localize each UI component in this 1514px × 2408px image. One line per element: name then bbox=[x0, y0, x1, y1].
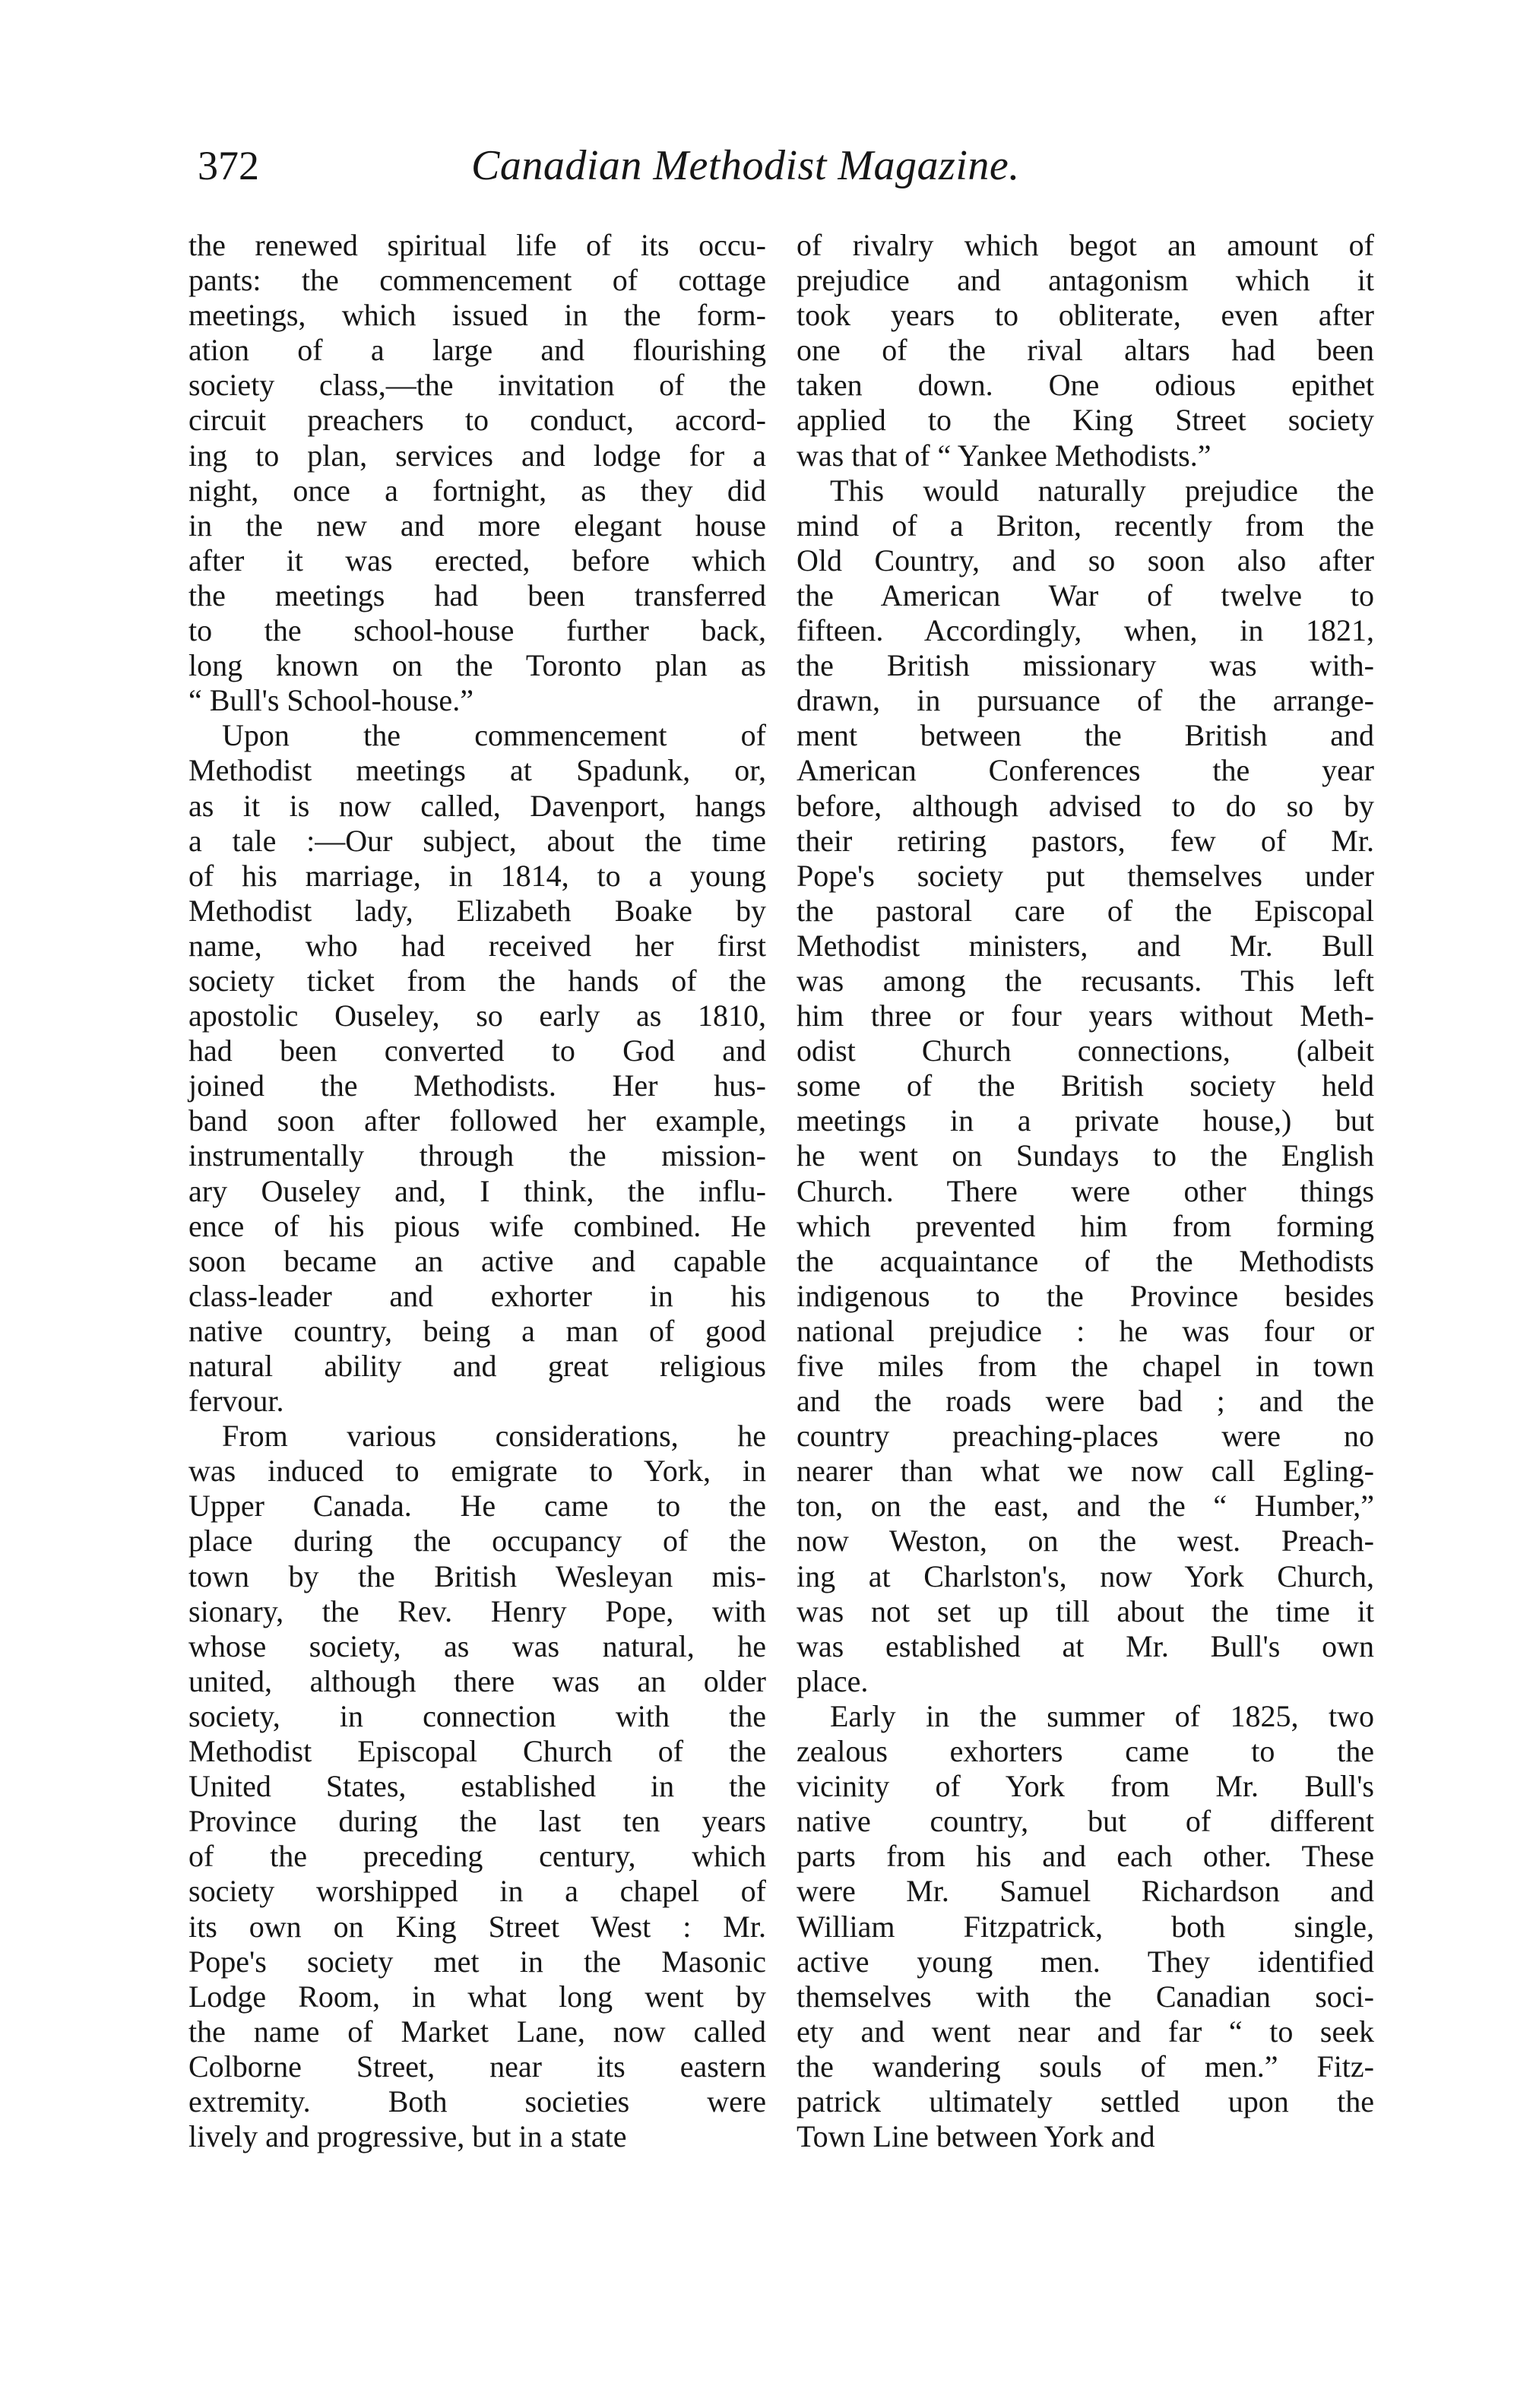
text-line: the British missionary was with- bbox=[797, 648, 1374, 683]
text-line: themselves with the Canadian soci- bbox=[797, 1979, 1374, 2014]
page-header bbox=[198, 135, 1110, 196]
text-line: American Conferences the year bbox=[797, 753, 1374, 788]
text-line: active young men. They identified bbox=[797, 1944, 1374, 1979]
text-line: United States, established in the bbox=[188, 1769, 766, 1804]
text-line: now Weston, on the west. Preach- bbox=[797, 1524, 1374, 1558]
paragraph bbox=[797, 228, 1374, 473]
text-line: five miles from the chapel in town bbox=[797, 1349, 1374, 1383]
text-line: he went on Sundays to the English bbox=[797, 1138, 1374, 1173]
text-line: natural ability and great religious bbox=[188, 1349, 766, 1383]
text-line: a tale :—Our subject, about the time bbox=[188, 823, 766, 858]
paragraph bbox=[797, 473, 1374, 1699]
text-line: Methodist meetings at Spadunk, or, bbox=[188, 753, 766, 788]
text-line: was among the recusants. This left bbox=[797, 963, 1374, 998]
text-line: ation of a large and flourishing bbox=[188, 333, 766, 368]
text-line: mind of a Briton, recently from the bbox=[797, 508, 1374, 543]
text-line: soon became an active and capable bbox=[188, 1243, 766, 1278]
text-line: him three or four years without Meth- bbox=[797, 998, 1374, 1033]
text-line: national prejudice : he was four or bbox=[797, 1313, 1374, 1348]
text-line: the wandering souls of men.” Fitz- bbox=[797, 2049, 1374, 2084]
text-line: Methodist lady, Elizabeth Boake by bbox=[188, 893, 766, 928]
text-line: their retiring pastors, few of Mr. bbox=[797, 823, 1374, 858]
text-line: had been converted to God and bbox=[188, 1033, 766, 1068]
text-line: odist Church connections, (albeit bbox=[797, 1033, 1374, 1068]
text-line: From various considerations, he bbox=[222, 1419, 766, 1454]
text-line: indigenous to the Province besides bbox=[797, 1278, 1374, 1313]
text-line: took years to obliterate, even after bbox=[797, 298, 1374, 333]
text-line: ing at Charlston's, now York Church, bbox=[797, 1558, 1374, 1593]
text-line: the American War of twelve to bbox=[797, 577, 1374, 612]
text-line: Early in the summer of 1825, two bbox=[830, 1698, 1374, 1733]
text-line: extremity. Both societies were bbox=[188, 2084, 766, 2118]
text-line: whose society, as was natural, he bbox=[188, 1628, 766, 1663]
text-line: fifteen. Accordingly, when, in 1821, bbox=[797, 613, 1374, 648]
text-line: taken down. One odious epithet bbox=[797, 368, 1374, 403]
page-number: 372 bbox=[198, 143, 259, 188]
text-line: to the school-house further back, bbox=[188, 613, 766, 648]
text-line: parts from his and each other. These bbox=[797, 1839, 1374, 1874]
text-line: ety and went near and far “ to seek bbox=[797, 2014, 1374, 2049]
text-line: meetings in a private house,) but bbox=[797, 1103, 1374, 1138]
text-line: Town Line between York and bbox=[797, 2119, 1155, 2154]
text-line: place during the occupancy of the bbox=[188, 1524, 766, 1558]
text-line: before, although advised to do so by bbox=[797, 788, 1374, 823]
text-line: This would naturally prejudice the bbox=[830, 473, 1374, 508]
text-line: drawn, in pursuance of the arrange- bbox=[797, 683, 1374, 718]
text-line: “ Bull's School-house.” bbox=[188, 683, 474, 718]
text-line: was induced to emigrate to York, in bbox=[188, 1454, 766, 1489]
text-line: Methodist Episcopal Church of the bbox=[188, 1734, 766, 1769]
text-line: meetings, which issued in the form- bbox=[188, 298, 766, 333]
left-text-column bbox=[188, 228, 766, 2154]
paragraph bbox=[188, 228, 766, 718]
text-line: Pope's society put themselves under bbox=[797, 858, 1374, 893]
text-line: society, in connection with the bbox=[188, 1698, 766, 1733]
text-line: the renewed spiritual life of its occu- bbox=[188, 228, 766, 262]
text-line: Upon the commencement of bbox=[222, 718, 766, 753]
text-line: native country, but of different bbox=[797, 1804, 1374, 1839]
text-line: place. bbox=[797, 1663, 869, 1698]
text-line: was that of “ Yankee Methodists.” bbox=[797, 438, 1212, 473]
text-line: of rivalry which begot an amount of bbox=[797, 228, 1374, 262]
text-line: Upper Canada. He came to the bbox=[188, 1489, 766, 1524]
text-line: applied to the King Street society bbox=[797, 403, 1374, 438]
text-line: Pope's society met in the Masonic bbox=[188, 1944, 766, 1979]
text-line: sionary, the Rev. Henry Pope, with bbox=[188, 1593, 766, 1628]
text-line: society worshipped in a chapel of bbox=[188, 1874, 766, 1909]
text-line: ment between the British and bbox=[797, 718, 1374, 753]
text-line: its own on King Street West : Mr. bbox=[188, 1909, 766, 1944]
text-line: class-leader and exhorter in his bbox=[188, 1278, 766, 1313]
text-line: long known on the Toronto plan as bbox=[188, 648, 766, 683]
text-line: the acquaintance of the Methodists bbox=[797, 1243, 1374, 1278]
text-line: united, although there was an older bbox=[188, 1663, 766, 1698]
text-line: pants: the commencement of cottage bbox=[188, 263, 766, 298]
text-line: ing to plan, services and lodge for a bbox=[188, 438, 766, 473]
text-line: Methodist ministers, and Mr. Bull bbox=[797, 928, 1374, 963]
text-line: Province during the last ten years bbox=[188, 1804, 766, 1839]
text-line: circuit preachers to conduct, accord- bbox=[188, 403, 766, 438]
text-line: was established at Mr. Bull's own bbox=[797, 1628, 1374, 1663]
text-line: native country, being a man of good bbox=[188, 1313, 766, 1348]
text-line: fervour. bbox=[188, 1384, 284, 1419]
text-line: the meetings had been transferred bbox=[188, 577, 766, 612]
text-line: nearer than what we now call Egling- bbox=[797, 1454, 1374, 1489]
text-line: the pastoral care of the Episcopal bbox=[797, 893, 1374, 928]
text-line: patrick ultimately settled upon the bbox=[797, 2084, 1374, 2118]
text-line: ton, on the east, and the “ Humber,” bbox=[797, 1489, 1374, 1524]
text-line: the name of Market Lane, now called bbox=[188, 2014, 766, 2049]
text-line: lively and progressive, but in a state bbox=[188, 2119, 627, 2154]
text-line: was not set up till about the time it bbox=[797, 1593, 1374, 1628]
text-line: William Fitzpatrick, both single, bbox=[797, 1909, 1374, 1944]
text-line: apostolic Ouseley, so early as 1810, bbox=[188, 998, 766, 1033]
running-title: Canadian Methodist Magazine. bbox=[471, 142, 1020, 189]
text-line: night, once a fortnight, as they did bbox=[188, 473, 766, 508]
text-line: in the new and more elegant house bbox=[188, 508, 766, 543]
text-line: country preaching-places were no bbox=[797, 1419, 1374, 1454]
paragraph bbox=[188, 718, 766, 1419]
text-line: some of the British society held bbox=[797, 1068, 1374, 1103]
text-line: were Mr. Samuel Richardson and bbox=[797, 1874, 1374, 1909]
text-line: and the roads were bad ; and the bbox=[797, 1384, 1374, 1419]
text-line: Lodge Room, in what long went by bbox=[188, 1979, 766, 2014]
text-line: after it was erected, before which bbox=[188, 543, 766, 577]
text-line: which prevented him from forming bbox=[797, 1208, 1374, 1243]
text-line: society class,—the invitation of the bbox=[188, 368, 766, 403]
paragraph bbox=[797, 1699, 1374, 2154]
text-line: society ticket from the hands of the bbox=[188, 963, 766, 998]
text-line: as it is now called, Davenport, hangs bbox=[188, 788, 766, 823]
text-line: of the preceding century, which bbox=[188, 1839, 766, 1874]
text-line: Old Country, and so soon also after bbox=[797, 543, 1374, 577]
text-line: Church. There were other things bbox=[797, 1173, 1374, 1208]
text-line: band soon after followed her example, bbox=[188, 1103, 766, 1138]
text-line: joined the Methodists. Her hus- bbox=[188, 1068, 766, 1103]
text-line: of his marriage, in 1814, to a young bbox=[188, 858, 766, 893]
text-line: town by the British Wesleyan mis- bbox=[188, 1558, 766, 1593]
text-line: instrumentally through the mission- bbox=[188, 1138, 766, 1173]
text-line: ary Ouseley and, I think, the influ- bbox=[188, 1173, 766, 1208]
text-line: Colborne Street, near its eastern bbox=[188, 2049, 766, 2084]
text-line: name, who had received her first bbox=[188, 928, 766, 963]
text-line: prejudice and antagonism which it bbox=[797, 263, 1374, 298]
text-line: one of the rival altars had been bbox=[797, 333, 1374, 368]
paragraph bbox=[188, 1419, 766, 2154]
text-line: ence of his pious wife combined. He bbox=[188, 1208, 766, 1243]
right-text-column bbox=[797, 228, 1374, 2154]
text-line: zealous exhorters came to the bbox=[797, 1734, 1374, 1769]
text-line: vicinity of York from Mr. Bull's bbox=[797, 1769, 1374, 1804]
